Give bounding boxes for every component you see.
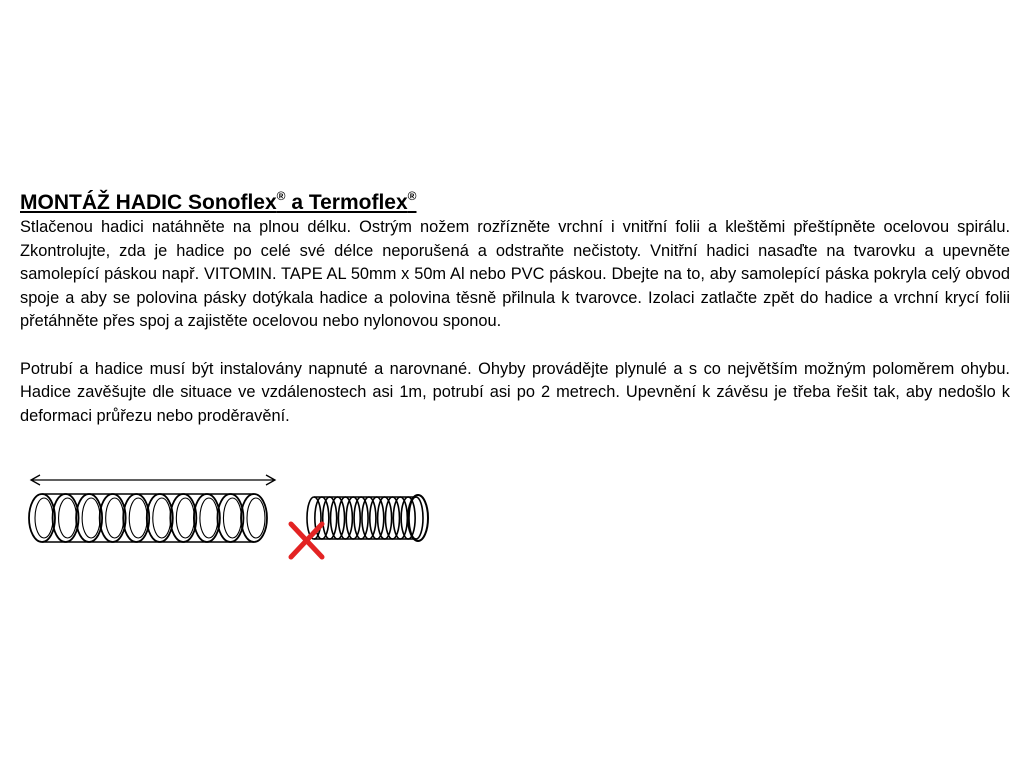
compressed-ring [362,497,376,539]
hose-ring-inner [176,498,194,538]
hose-ring [29,494,55,542]
compressed-end-ring [408,495,428,541]
registered-mark: ® [276,189,286,203]
stretched-hose [29,494,267,542]
hose-ring-inner [153,498,171,538]
hose-ring-inner [200,498,218,538]
hose-ring-inner [106,498,124,538]
hose-ring-inner [247,498,265,538]
hose-ring [76,494,102,542]
compressed-ring [323,497,337,539]
hose-ring-inner [129,498,147,538]
hose-ring [100,494,126,542]
hose-illustration [18,462,448,572]
hose-ring [53,494,79,542]
hose-ring [170,494,196,542]
registered-mark-second: ® [407,189,417,203]
hose-ring [241,494,267,542]
title-text-second: a Termoflex [285,191,408,214]
hose-ring [217,494,243,542]
paragraph-suspension: Potrubí a hadice musí být instalovány napnuté a narovnané. Ohyby provádějte plynulé a s co největším možným poloměrem ohybu. Hadice zavěšujte dle situace ve vzdálenostech asi 1m, potrubí asi po 2 metrech. Upevnění k závěsu je třeba řešit tak, aby nedošlo k deformaci průřezu nebo proděravění. [20,359,1010,425]
hose-ring-inner [35,498,53,538]
hose-ring [194,494,220,542]
compressed-ring [393,497,407,539]
compressed-ring [331,497,345,539]
hose-ring-inner [223,498,241,538]
compressed-ring [346,497,360,539]
compressed-ring [338,497,352,539]
compressed-ring [370,497,384,539]
compressed-hose-figure [291,495,428,557]
hose-ring-inner [59,498,77,538]
hose-ring-inner [82,498,100,538]
length-arrow-icon [31,475,275,485]
title-text: MONTÁŽ HADIC Sonoflex [20,191,277,214]
wrong-cross-icon [291,524,322,557]
paragraph-installation: Stlačenou hadici natáhněte na plnou délku. Ostrým nožem rozřízněte vrchní i vnitřní folii a kleštěmi přeštípněte ocelovou spirálu. Zkontrolujte, zda je hadice po celé své délce neporušená a odstraňte nečistoty. Vnitřní hadici nasaďte na tvarovku a upevněte samolepící páskou např. VITOMIN. TAPE AL 50mm x 50m Al nebo PVC páskou. Dbejte na to, aby samolepící páska pokryla celý obvod spoje a aby se polovina pásky dotýkala hadice a polovina těsně přilnula k tvarovce. Izolaci zatlačte zpět do hadice a vrchní krycí folii přetáhněte přes spoj a zajistěte ocelovou nebo nylonovou sponou. [20,218,1010,330]
compressed-ring [385,497,399,539]
hose-ring [123,494,149,542]
page-title [20,190,1010,216]
compressed-ring [378,497,392,539]
document-body [20,190,1010,428]
hose-ring [147,494,173,542]
compressed-hose [307,495,428,541]
stretched-hose-figure [29,475,275,542]
compressed-ring [354,497,368,539]
